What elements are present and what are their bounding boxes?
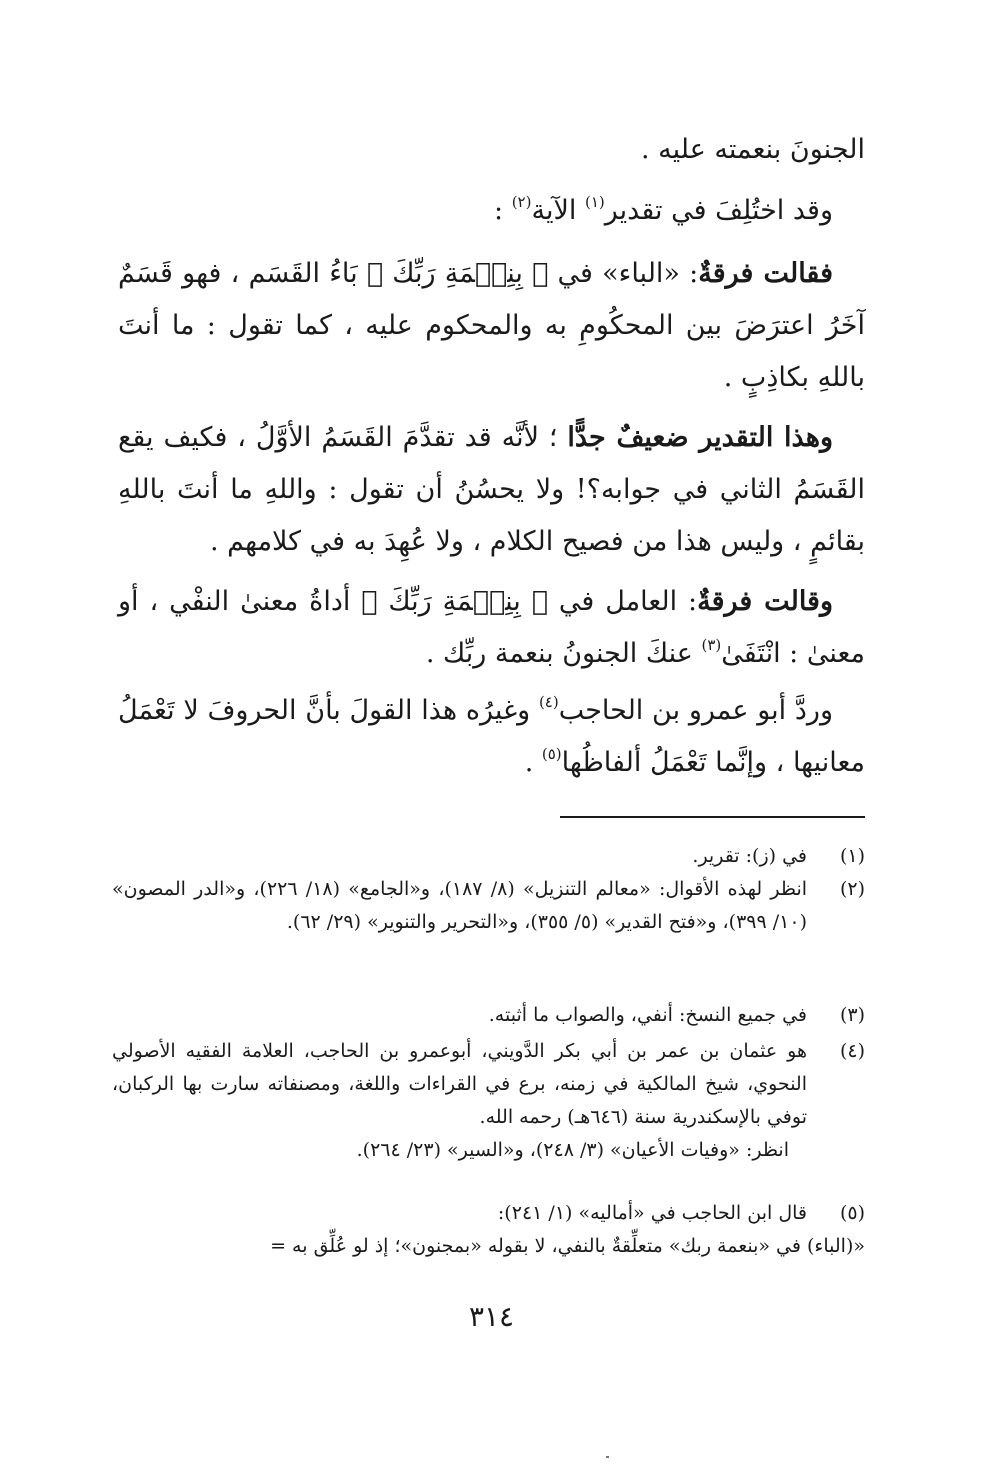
- scan-speck: [606, 1456, 609, 1458]
- footnote-separator: [560, 816, 865, 818]
- paragraph-text: ؛ لأنَّه قد تقدَّمَ القَسَمُ الأوَّلُ ، فكيف يقع القَسَمُ الثاني في جوابه؟! ولا يحسُنُ أن تقول : واللهِ ما أنتَ باللهِ بقائمٍ ، وليس هذا من فصيح الكلام ، ولا عُهِدَ به في كلامهم .: [118, 422, 865, 557]
- footnote-number: (١): [839, 845, 865, 867]
- paragraph-4: [118, 412, 865, 568]
- paragraph-lead: وقالت فرقةٌ: [697, 586, 834, 617]
- footnote-number: (٢): [839, 878, 865, 900]
- paragraph-1: [118, 124, 865, 176]
- footnote-text: في (ز): تقرير.: [692, 845, 807, 867]
- paragraph-lead: وهذا التقدير ضعيفٌ جدًّا: [567, 422, 834, 453]
- footnote-reference: انظر: «وفيات الأعيان» (٣/ ٢٤٨)، و«السير» (٢٣/ ٢٦٤).: [356, 1139, 789, 1161]
- footnote-text: انظر لهذه الأقوال: «معالم التنزيل» (٨/ ١٨٧)، و«الجامع» (١٨/ ٢٢٦)، و«الدر المصون» (١٠/ ٣٩٩)، و«فتح القدير» (٥/ ٣٥٥)، و«التحرير والتنوير» (٢٩/ ٦٢).: [112, 878, 808, 933]
- footnote-quote: «(الباء) في «بنعمة ربك» متعلِّقةٌ بالنفي، لا بقوله «بمجنون»؛ إذ لو عُلِّق به =: [270, 1235, 865, 1257]
- paragraph-lead: فقالت فرقةٌ: [698, 258, 833, 289]
- footnote-1: [112, 840, 865, 873]
- footnote-3: [112, 999, 865, 1032]
- footnote-number: (٣): [839, 1004, 865, 1026]
- footnote-number: (٥): [839, 1202, 865, 1224]
- paragraph-2: [118, 185, 833, 237]
- footnote-number: (٤): [839, 1040, 865, 1062]
- paragraph-6: [118, 685, 865, 789]
- footnote-text: قال ابن الحاجب في «أماليه» (١/ ٢٤١):: [497, 1202, 807, 1224]
- page-number: ٣١٤: [468, 1300, 515, 1333]
- paragraph-text: الآية: [531, 195, 585, 226]
- footnote-ref[interactable]: (٣): [701, 636, 722, 654]
- paragraph-5: [118, 576, 865, 680]
- footnote-ref[interactable]: (٢): [511, 193, 532, 211]
- footnote-4: [112, 1035, 865, 1167]
- paragraph-text: عنكَ الجنونُ بنعمة ربِّك .: [425, 638, 702, 669]
- paragraph-text: .: [524, 747, 542, 778]
- paragraph-text: : العامل في ﴿ بِنِعۡمَةِ رَبِّكَ ﴾ أداةُ معنىٰ النفْي ، أو معنىٰ : انْتَفَىٰ: [118, 586, 865, 669]
- paragraph-3: [118, 248, 865, 404]
- footnote-5: [112, 1197, 865, 1263]
- paragraph-text: وردَّ أبو عمرو بن الحاجب: [558, 695, 833, 726]
- footnote-text: في جميع النسخ: أنفي، والصواب ما أثبته.: [488, 1004, 807, 1026]
- footnote-ref[interactable]: (١): [584, 193, 605, 211]
- footnote-ref[interactable]: (٤): [538, 693, 559, 711]
- footnote-2: [112, 873, 865, 939]
- paragraph-text: : «الباء» في ﴿ بِنِعۡمَةِ رَبِّكَ ﴾ بَاءُ القَسَم ، فهو قَسَمٌ آخَرُ اعترَضَ بين المحكُومِ به والمحكوم عليه ، كما تقول : ما أنتَ باللهِ بكاذِبٍ .: [118, 258, 865, 393]
- paragraph-text: وقد اختُلِفَ في تقدير: [604, 195, 833, 226]
- footnote-text: هو عثمان بن عمر بن أبي بكر الدَّويني، أبوعمرو بن الحاجب، العلامة الفقيه الأصولي النحوي، شيخ المالكية في زمنه، برع في القراءات واللغة، ومصنفاته سارت بها الركبان، توفي بالإسكندرية سنة (٦٤٦هـ) رحمه الله.: [112, 1040, 807, 1128]
- paragraph-text: الجنونَ بنعمته عليه .: [640, 134, 865, 165]
- paragraph-text: :: [494, 195, 512, 226]
- paragraph-text: وغيرُه هذا القولَ بأنَّ الحروفَ لا تَعْمَلُ معانيها ، وإنَّما تَعْمَلُ ألفاظُها: [118, 695, 865, 778]
- footnote-ref[interactable]: (٥): [541, 745, 562, 763]
